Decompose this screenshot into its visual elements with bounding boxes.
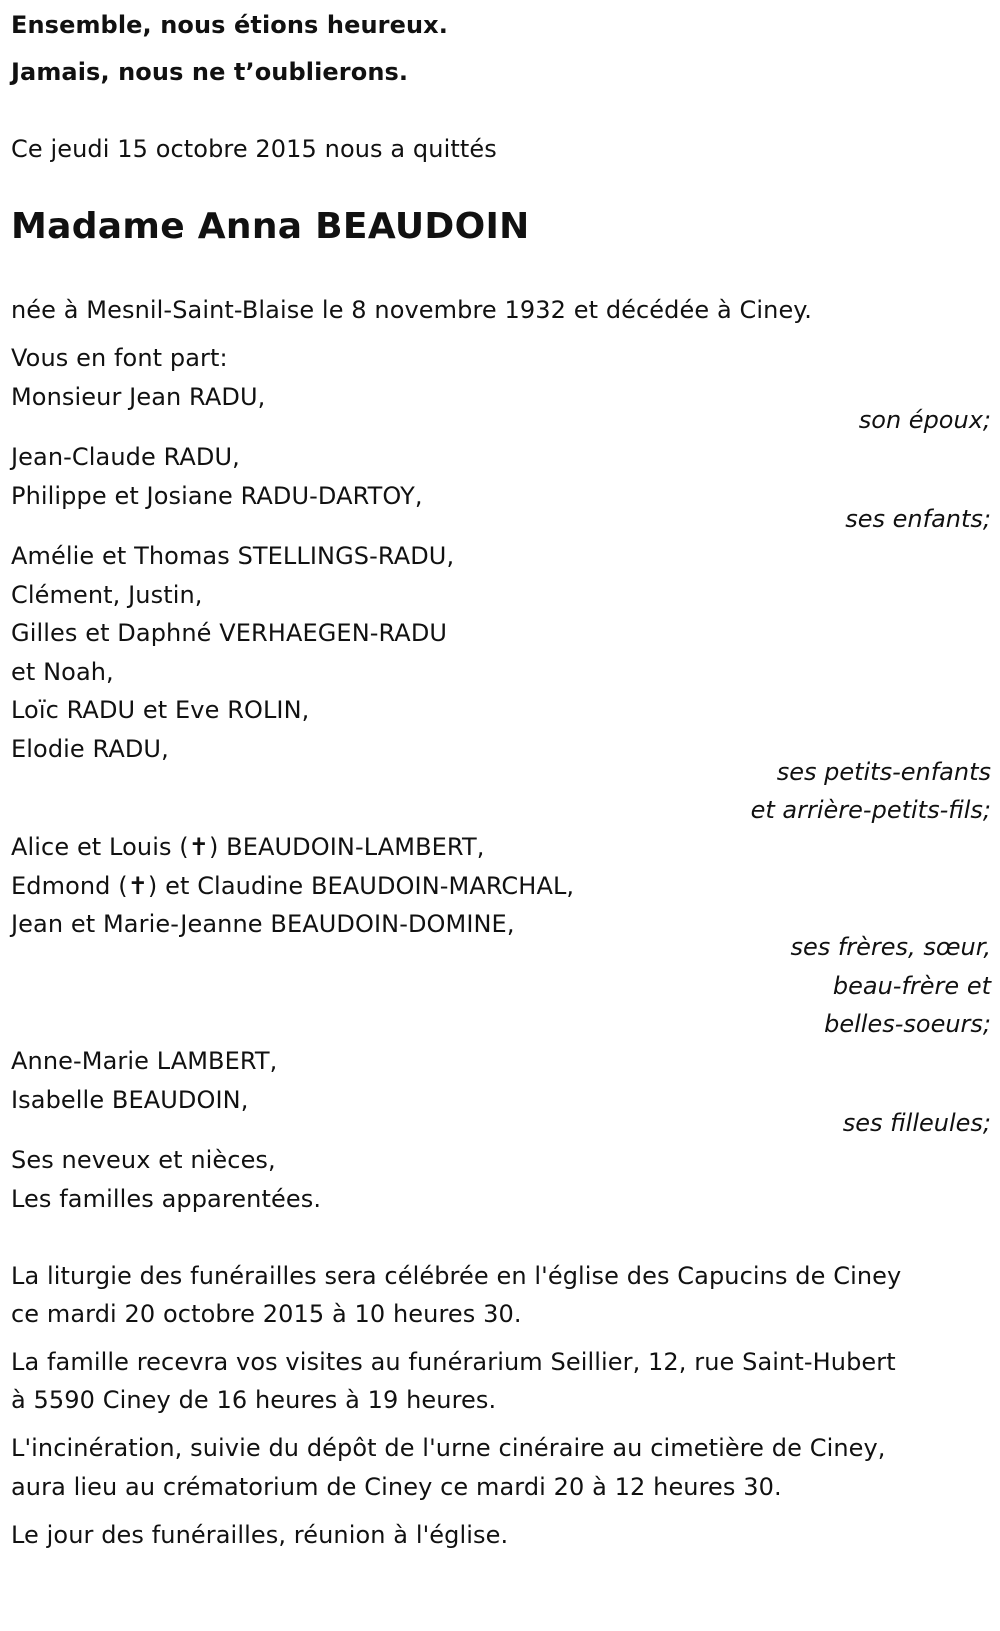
grandchildren-relation: ses petits-enfants (776, 758, 991, 786)
reunion-text: Le jour des funérailles, réunion à l'église. (11, 1521, 509, 1549)
intro-line-2: Jamais, nous ne t’oublierons. (11, 58, 409, 86)
intro-line-1: Ensemble, nous étions heureux. (11, 11, 448, 39)
announcement: Ce jeudi 15 octobre 2015 nous a quittés (11, 135, 497, 163)
goddaughter-name: Isabelle BEAUDOIN, (11, 1086, 249, 1114)
child-name: Jean-Claude RADU, (11, 443, 240, 471)
family-intro: Vous en font part: (11, 344, 228, 372)
child-name: Philippe et Josiane RADU-DARTOY, (11, 482, 423, 510)
grandchild-name: Gilles et Daphné VERHAEGEN-RADU (11, 619, 448, 647)
spouse-relation: son époux; (858, 406, 991, 434)
goddaughters-relation: ses filleules; (842, 1109, 991, 1137)
siblings-relation: beau-frère et (832, 972, 991, 1000)
children-relation: ses enfants; (845, 505, 991, 533)
grandchild-name: Elodie RADU, (11, 735, 169, 763)
spouse-name: Monsieur Jean RADU, (11, 383, 266, 411)
deceased-name: Madame Anna BEAUDOIN (11, 206, 530, 247)
sibling-name: Alice et Louis (✝) BEAUDOIN-LAMBERT, (11, 833, 485, 861)
other-family: Ses neveux et nièces, (11, 1146, 276, 1174)
birth-death-info: née à Mesnil-Saint-Blaise le 8 novembre 1932 et décédée à Ciney. (11, 296, 812, 324)
grandchild-name: Clément, Justin, (11, 581, 203, 609)
visits-text: à 5590 Ciney de 16 heures à 19 heures. (11, 1386, 497, 1414)
siblings-relation: ses frères, sœur, (790, 933, 991, 961)
siblings-relation: belles-soeurs; (824, 1010, 991, 1038)
goddaughter-name: Anne-Marie LAMBERT, (11, 1047, 278, 1075)
liturgy-text: La liturgie des funérailles sera célébrée en l'église des Capucins de Ciney (11, 1262, 902, 1290)
sibling-name: Edmond (✝) et Claudine BEAUDOIN-MARCHAL, (11, 872, 575, 900)
grandchildren-relation: et arrière-petits-fils; (750, 796, 991, 824)
cremation-text: L'incinération, suivie du dépôt de l'urne cinéraire au cimetière de Ciney, (11, 1434, 886, 1462)
other-family: Les familles apparentées. (11, 1185, 322, 1213)
grandchild-name: Amélie et Thomas STELLINGS-RADU, (11, 542, 455, 570)
grandchild-name: et Noah, (11, 658, 114, 686)
grandchild-name: Loïc RADU et Eve ROLIN, (11, 696, 310, 724)
sibling-name: Jean et Marie-Jeanne BEAUDOIN-DOMINE, (11, 910, 515, 938)
liturgy-text: ce mardi 20 octobre 2015 à 10 heures 30. (11, 1300, 522, 1328)
cremation-text: aura lieu au crématorium de Ciney ce mardi 20 à 12 heures 30. (11, 1473, 782, 1501)
visits-text: La famille recevra vos visites au funérarium Seillier, 12, rue Saint-Hubert (11, 1348, 896, 1376)
